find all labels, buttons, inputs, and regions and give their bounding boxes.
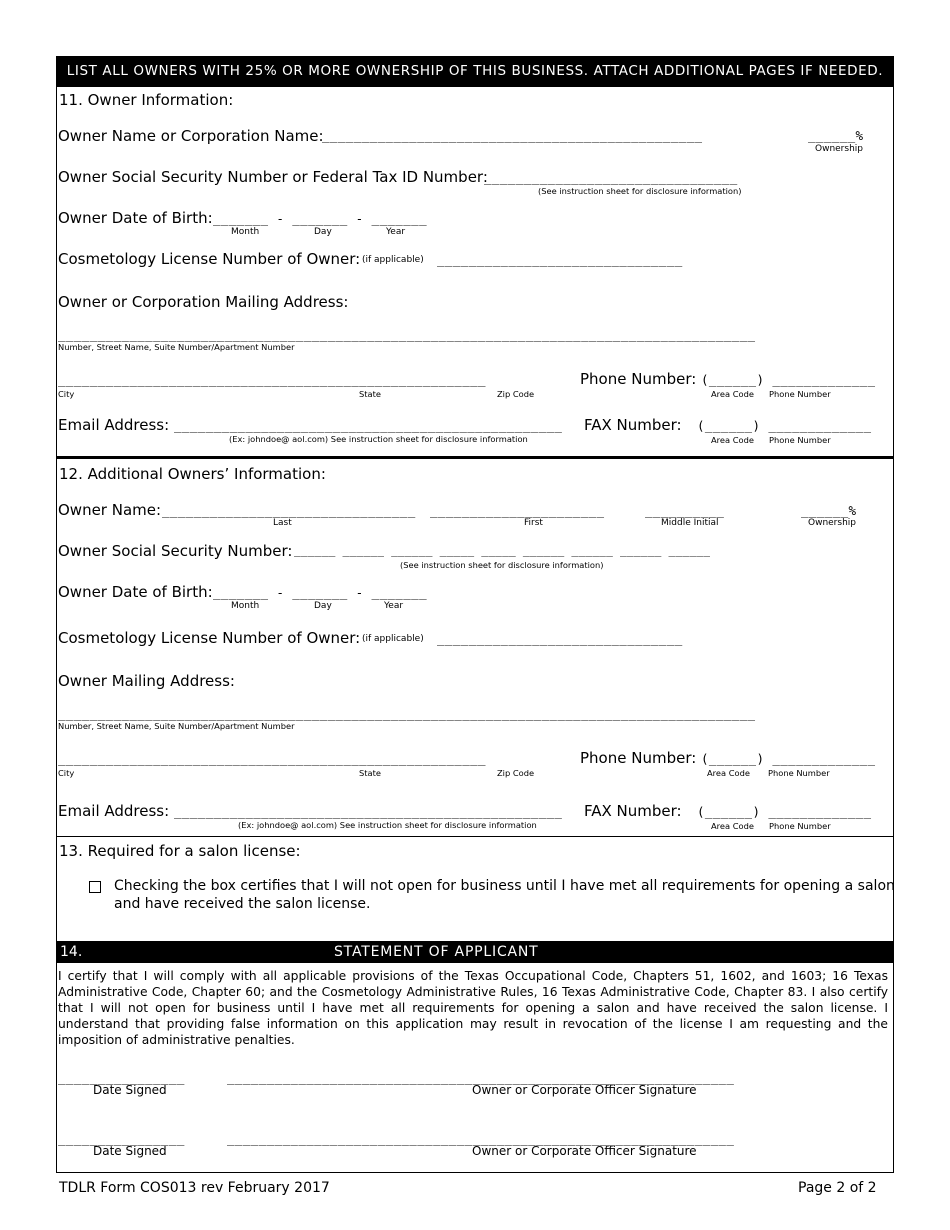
addl-street-caption: Number, Street Name, Suite Number/Apartment Number [58,721,295,731]
street-caption: Number, Street Name, Suite Number/Apartment Number [58,342,295,352]
zip-caption: Zip Code [497,389,535,399]
section13-title: 13. Required for a salon license: [59,842,301,860]
owner-phone-field[interactable]: (______) _____________ [701,372,876,387]
owner-fax-field[interactable]: (______) _____________ [697,418,872,433]
owner-address-field[interactable]: ________________________________________________________________________________________ [58,327,756,342]
addl-owner-license-field[interactable]: _______________________________ [437,631,683,646]
owner-dob-field[interactable]: _______ - _______ - _______ [213,211,427,226]
dob-day-caption: Day [314,227,332,237]
owner-ssn-note: (See instruction sheet for disclosure information) [538,186,742,196]
email-note: (Ex: johndoe@ aol.com) See instruction sheet for disclosure information [229,434,528,444]
header-banner-text: LIST ALL OWNERS WITH 25% OR MORE OWNERSHIP OF THIS BUSINESS. ATTACH ADDITIONAL PAGES IF NEEDED. [66,63,884,79]
owner-license-label: Cosmetology License Number of Owner: [58,250,361,268]
addl-email-field[interactable]: _________________________________________________ [174,804,563,819]
addl-ssn-note: (See instruction sheet for disclosure information) [400,560,604,570]
applicant-statement: I certify that I will comply with all applicable provisions of the Texas Occupational Code, Chapters 51, 1602, and 1603; 16 Texas Administrative Code, Chapter 60; and the Cosmetology Administrative Rules, 16 Texas Administrative Code, Chapter 83. I also certify that I will not open for business until I have met all requirements for opening a salon and have received the salon license. I understand that providing false information on this application may result in revocation of the license I am requesting and the imposition of administrative penalties. [58,969,888,1047]
addl-city-state-zip-field[interactable]: ______________________________________________________ [58,751,486,766]
signature-label-1: Owner or Corporate Officer Signature [472,1083,697,1097]
owner-ssn-field[interactable]: ________________________________ [484,170,738,185]
salon-certify-checkbox[interactable] [89,881,101,893]
addl-owner-dob-field[interactable]: _______ - _______ - _______ [213,585,427,600]
addl-owner-first-field[interactable]: ______________________ [430,503,605,518]
addl-phone-label: Phone Number: [580,749,697,767]
addl-fax-field[interactable]: (______) _____________ [697,804,872,819]
addl-phone-field[interactable]: (______) _____________ [701,751,876,766]
date-signed-field-2[interactable]: ________________ [58,1131,185,1146]
addl-fax-area-code-caption: Area Code [711,821,754,831]
middle-caption: Middle Initial [661,518,719,528]
addl-phone-caption: Phone Number [768,768,830,778]
owner-email-label: Email Address: [58,416,170,434]
section14-number: 14. [60,944,83,960]
addl-dob-day-caption: Day [314,601,332,611]
date-signed-label-2: Date Signed [93,1144,167,1158]
addl-owner-ssn-field[interactable]: ______ ______ ______ _____ _____ ______ ______ ______ ______ [294,544,711,557]
owner-name-label: Owner Name or Corporation Name: [58,127,324,145]
state-caption: State [359,389,381,399]
phone-caption: Phone Number [769,389,831,399]
owner-ssn-label: Owner Social Security Number or Federal Tax ID Number: [58,168,488,186]
addl-fax-label: FAX Number: [584,802,682,820]
salon-certify-text-line2: and have received the salon license. [114,896,371,912]
addl-owner-license-label: Cosmetology License Number of Owner: [58,629,361,647]
owner-dob-label: Owner Date of Birth: [58,209,213,227]
addl-dob-month-caption: Month [231,601,260,611]
addl-ownership-percent-field[interactable]: ______% [801,503,857,518]
addl-owner-ssn-label: Owner Social Security Number: [58,542,293,560]
area-code-caption: Area Code [711,389,754,399]
owner-phone-label: Phone Number: [580,370,697,388]
addl-email-note: (Ex: johndoe@ aol.com) See instruction sheet for disclosure information [238,820,537,830]
addl-fax-phone-caption: Phone Number [769,821,831,831]
first-caption: First [524,518,543,528]
section-divider [56,836,894,837]
signature-label-2: Owner or Corporate Officer Signature [472,1144,697,1158]
addl-city-caption: City [58,768,75,778]
section14-header-bar [56,941,894,963]
signature-field-2[interactable]: ________________________________________________________________ [227,1131,735,1146]
addl-owner-address-field[interactable]: ________________________________________________________________________________________ [58,706,756,721]
addl-owner-last-field[interactable]: ________________________________ [162,503,416,518]
section14-title: STATEMENT OF APPLICANT [334,944,539,960]
section-divider [56,456,894,459]
last-caption: Last [273,518,292,528]
dob-year-caption: Year [386,227,406,237]
signature-field-1[interactable]: ________________________________________________________________ [227,1070,735,1085]
addl-owner-middle-field[interactable]: __________ [645,503,725,518]
ownership-percent-field[interactable]: ______% [808,128,864,143]
owner-license-field[interactable]: _______________________________ [437,252,683,267]
addl-owner-mailing-label: Owner Mailing Address: [58,672,235,690]
owner-email-field[interactable]: _________________________________________________ [174,418,563,433]
section12-title: 12. Additional Owners’ Information: [59,465,326,483]
owner-mailing-label: Owner or Corporation Mailing Address: [58,293,349,311]
ownership-caption: Ownership [815,144,863,154]
owner-fax-label: FAX Number: [584,416,682,434]
addl-area-code-caption: Area Code [707,768,750,778]
addl-if-applicable-note: (if applicable) [362,634,424,644]
addl-zip-caption: Zip Code [497,768,535,778]
page-number: Page 2 of 2 [798,1180,877,1196]
addl-ownership-caption: Ownership [808,518,856,528]
fax-phone-caption: Phone Number [769,435,831,445]
city-caption: City [58,389,75,399]
date-signed-label-1: Date Signed [93,1083,167,1097]
dob-month-caption: Month [231,227,260,237]
fax-area-code-caption: Area Code [711,435,754,445]
addl-owner-name-label: Owner Name: [58,501,162,519]
section11-title: 11. Owner Information: [59,91,234,109]
addl-owner-dob-label: Owner Date of Birth: [58,583,213,601]
header-banner [56,56,894,87]
if-applicable-note: (if applicable) [362,255,424,265]
owner-city-state-zip-field[interactable]: ______________________________________________________ [58,372,486,387]
addl-dob-year-caption: Year [384,601,404,611]
form-id: TDLR Form COS013 rev February 2017 [59,1180,330,1196]
addl-state-caption: State [359,768,381,778]
salon-certify-text-line1: Checking the box certifies that I will not open for business until I have met all requirements for opening a salon [114,878,895,894]
owner-name-field[interactable]: ________________________________________________ [322,128,703,143]
date-signed-field-1[interactable]: ________________ [58,1070,185,1085]
addl-email-label: Email Address: [58,802,170,820]
